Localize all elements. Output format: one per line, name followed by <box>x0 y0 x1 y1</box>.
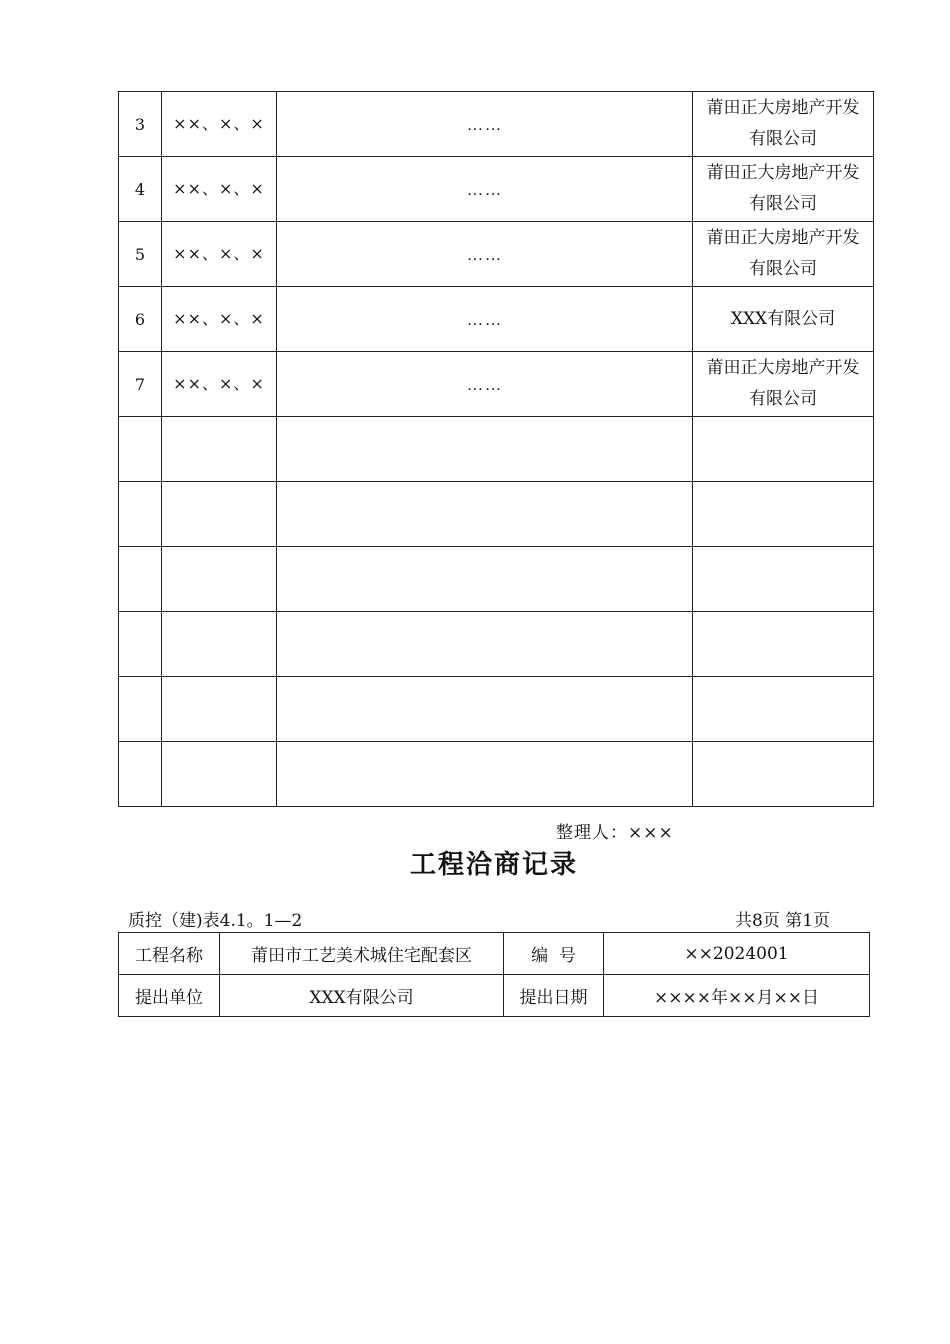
row-unit-cell <box>693 417 874 482</box>
row-code-cell: ××、×、× <box>162 352 277 417</box>
table-row <box>119 742 874 807</box>
table-row <box>119 92 874 157</box>
row-content-cell <box>277 482 693 547</box>
row-unit-cell <box>693 482 874 547</box>
row-code-cell <box>162 417 277 482</box>
row-number-cell <box>119 612 162 677</box>
table-row <box>119 352 874 417</box>
row-number-cell <box>119 417 162 482</box>
row-number-cell: 7 <box>119 352 162 417</box>
table-row <box>119 157 874 222</box>
row-unit-cell <box>693 612 874 677</box>
row-number-cell <box>119 482 162 547</box>
row-content-cell: …… <box>277 287 693 352</box>
page-info: 共8页 第1页 <box>735 911 831 931</box>
row-number-cell: 3 <box>119 92 162 157</box>
row-unit-cell: 莆田正大房地产开发有限公司 <box>693 222 874 287</box>
row-unit-cell: 莆田正大房地产开发有限公司 <box>693 92 874 157</box>
table-row <box>119 677 874 742</box>
row-code-cell <box>162 482 277 547</box>
organizer-line: 整理人：××× <box>556 823 674 843</box>
row-code-cell: ××、×、× <box>162 92 277 157</box>
row-number-cell: 5 <box>119 222 162 287</box>
row-unit-cell <box>693 677 874 742</box>
row-content-cell: …… <box>277 92 693 157</box>
project-row <box>119 933 870 975</box>
row-unit-cell <box>693 742 874 807</box>
project-info-table <box>118 932 870 1017</box>
row-number-cell: 6 <box>119 287 162 352</box>
row-content-cell <box>277 612 693 677</box>
row-content-cell <box>277 417 693 482</box>
row-number-cell: 4 <box>119 157 162 222</box>
row-code-cell <box>162 742 277 807</box>
table-row <box>119 612 874 677</box>
submit-date-label: 提出日期 <box>504 975 604 1017</box>
row-content-cell <box>277 677 693 742</box>
table-row <box>119 222 874 287</box>
row-unit-cell: 莆田正大房地产开发有限公司 <box>693 157 874 222</box>
table-row <box>119 482 874 547</box>
row-code-cell: ××、×、× <box>162 222 277 287</box>
submit-date-value: ××××年××月××日 <box>604 975 870 1017</box>
number-value: ××2024001 <box>604 933 870 975</box>
negotiation-items-table <box>118 91 874 807</box>
row-code-cell: ××、×、× <box>162 157 277 222</box>
row-content-cell <box>277 742 693 807</box>
row-number-cell <box>119 547 162 612</box>
table-row <box>119 547 874 612</box>
row-code-cell <box>162 547 277 612</box>
row-unit-cell <box>693 547 874 612</box>
row-content-cell: …… <box>277 352 693 417</box>
row-content-cell: …… <box>277 157 693 222</box>
project-name-label: 工程名称 <box>119 933 220 975</box>
row-unit-cell: 莆田正大房地产开发有限公司 <box>693 352 874 417</box>
row-number-cell <box>119 742 162 807</box>
row-unit-cell: XXX有限公司 <box>693 287 874 352</box>
row-code-cell <box>162 612 277 677</box>
row-code-cell: ××、×、× <box>162 287 277 352</box>
submitting-unit-value: XXX有限公司 <box>220 975 504 1017</box>
row-content-cell: …… <box>277 222 693 287</box>
table-row <box>119 417 874 482</box>
items-table-body <box>119 92 874 807</box>
project-name-value: 莆田市工艺美术城住宅配套区 <box>220 933 504 975</box>
submitter-row <box>119 975 870 1017</box>
form-number: 质控（建)表4.1。1—2 <box>128 911 303 931</box>
number-label: 编 号 <box>504 933 604 975</box>
document-title: 工程洽商记录 <box>409 850 578 880</box>
submitting-unit-label: 提出单位 <box>119 975 220 1017</box>
table-row <box>119 287 874 352</box>
row-number-cell <box>119 677 162 742</box>
row-content-cell <box>277 547 693 612</box>
row-code-cell <box>162 677 277 742</box>
